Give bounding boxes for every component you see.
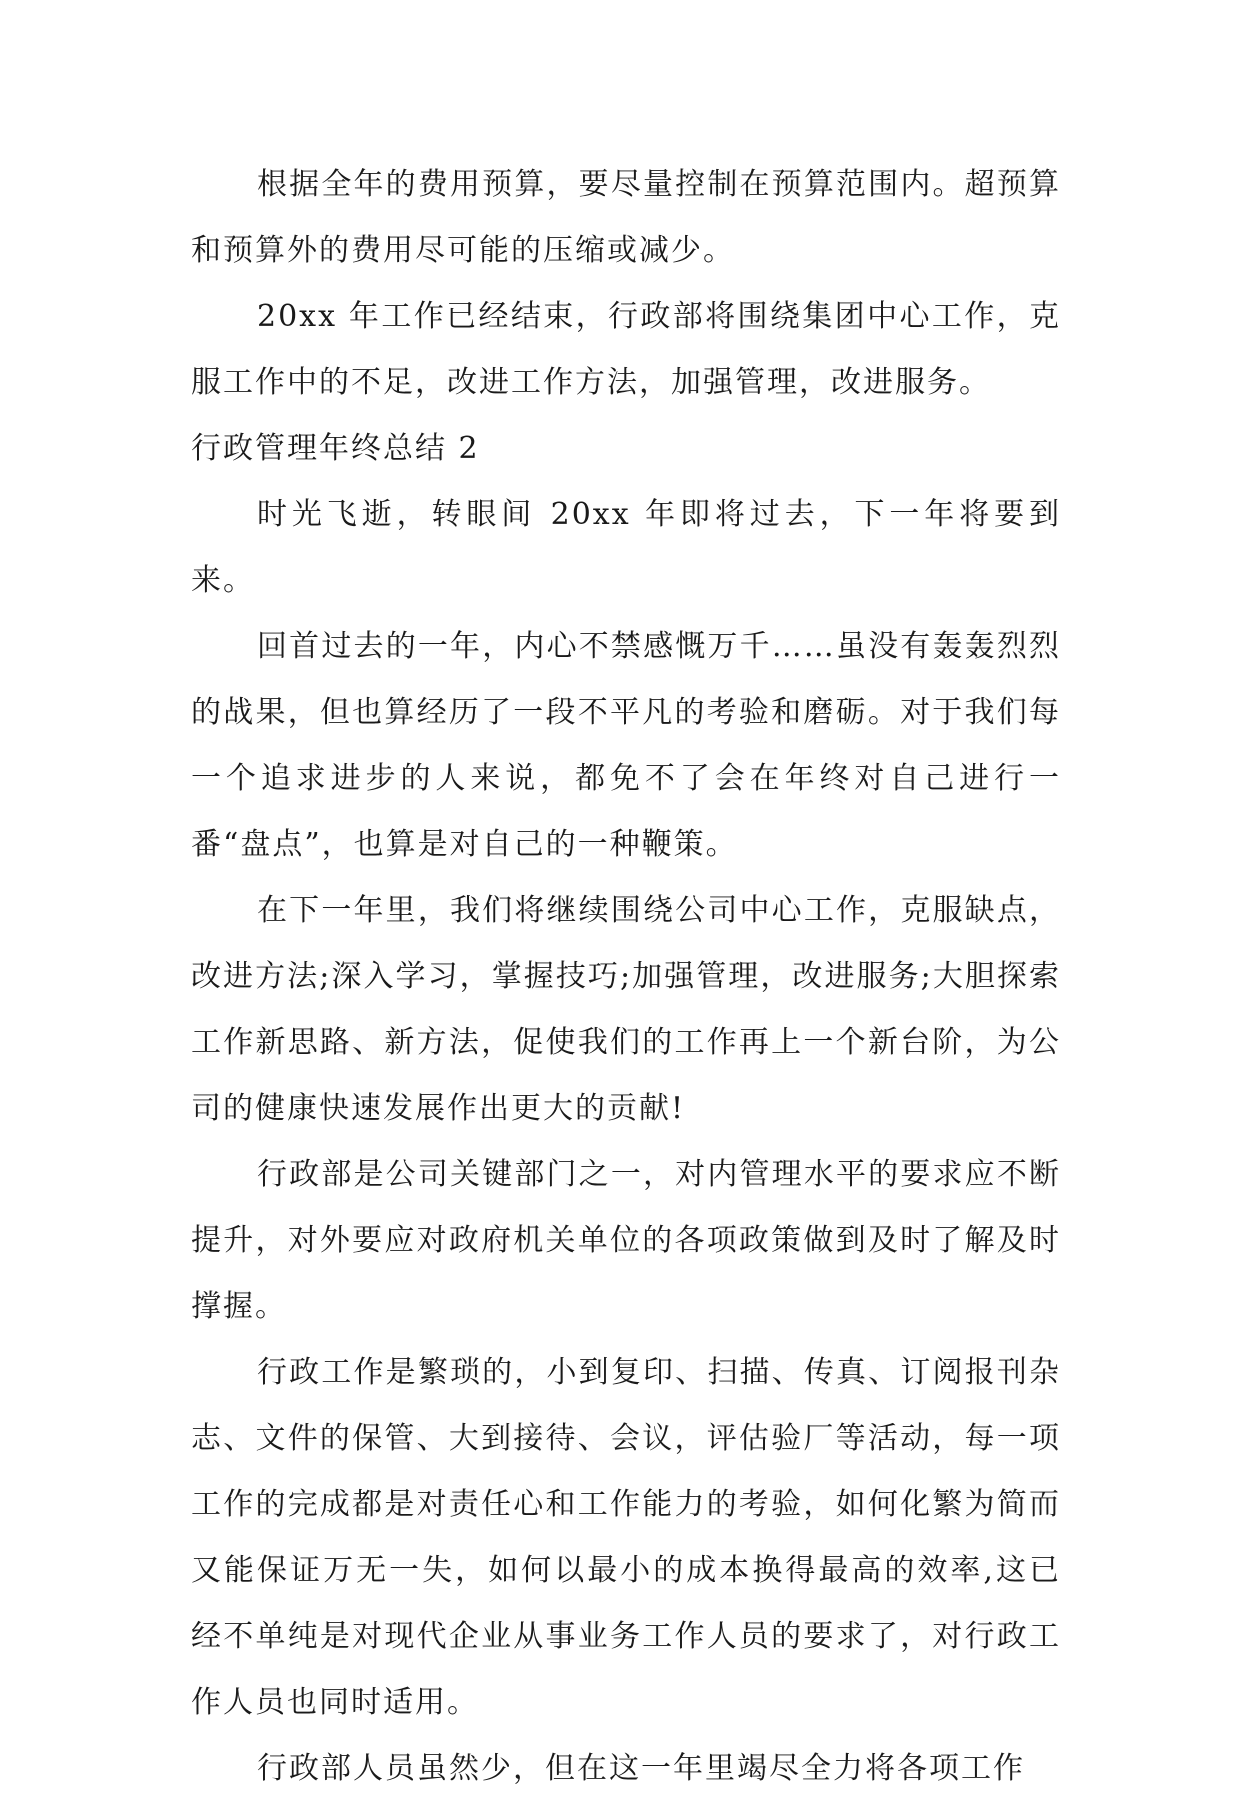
paragraph-staff: 行政部人员虽然少，但在这一年里竭尽全力将各项工作 xyxy=(257,1751,1025,1786)
paragraph-budget: 根据全年的费用预算，要尽量控制在预算范围内。超预算和预算外的费用尽可能的压缩或减少。 xyxy=(191,167,1061,268)
paragraph-review: 回首过去的一年，内心不禁感慨万千……虽没有轰轰烈烈的战果，但也算经历了一段不平凡的考验和磨砺。对于我们每一个追求进步的人来说，都免不了会在年终对自己进行一番“盘点”，也算是对自己的一种鞭策。 xyxy=(191,629,1061,862)
document-body xyxy=(191,152,1061,1802)
paragraph-time-flies: 时光飞逝，转眼间 20xx 年即将过去，下一年将要到来。 xyxy=(191,497,1061,598)
section-heading: 行政管理年终总结 2 xyxy=(191,431,480,466)
paragraph-admin-dept: 行政部是公司关键部门之一，对内管理水平的要求应不断提升，对外要应对政府机关单位的各项政策做到及时了解及时撑握。 xyxy=(191,1157,1061,1324)
paragraph-work-finished: 20xx 年工作已经结束，行政部将围绕集团中心工作，克服工作中的不足，改进工作方法，加强管理，改进服务。 xyxy=(191,299,1061,400)
paragraph-next-year: 在下一年里，我们将继续围绕公司中心工作，克服缺点，改进方法;深入学习，掌握技巧;加强管理，改进服务;大胆探索工作新思路、新方法，促使我们的工作再上一个新台阶，为公司的健康快速发展作出更大的贡献! xyxy=(191,893,1061,1126)
paragraph-admin-work: 行政工作是繁琐的，小到复印、扫描、传真、订阅报刊杂志、文件的保管、大到接待、会议，评估验厂等活动，每一项工作的完成都是对责任心和工作能力的考验，如何化繁为简而又能保证万无一失，如何以最小的成本换得最高的效率,这已经不单纯是对现代企业从事业务工作人员的要求了，对行政工作人员也同时适用。 xyxy=(191,1355,1061,1720)
